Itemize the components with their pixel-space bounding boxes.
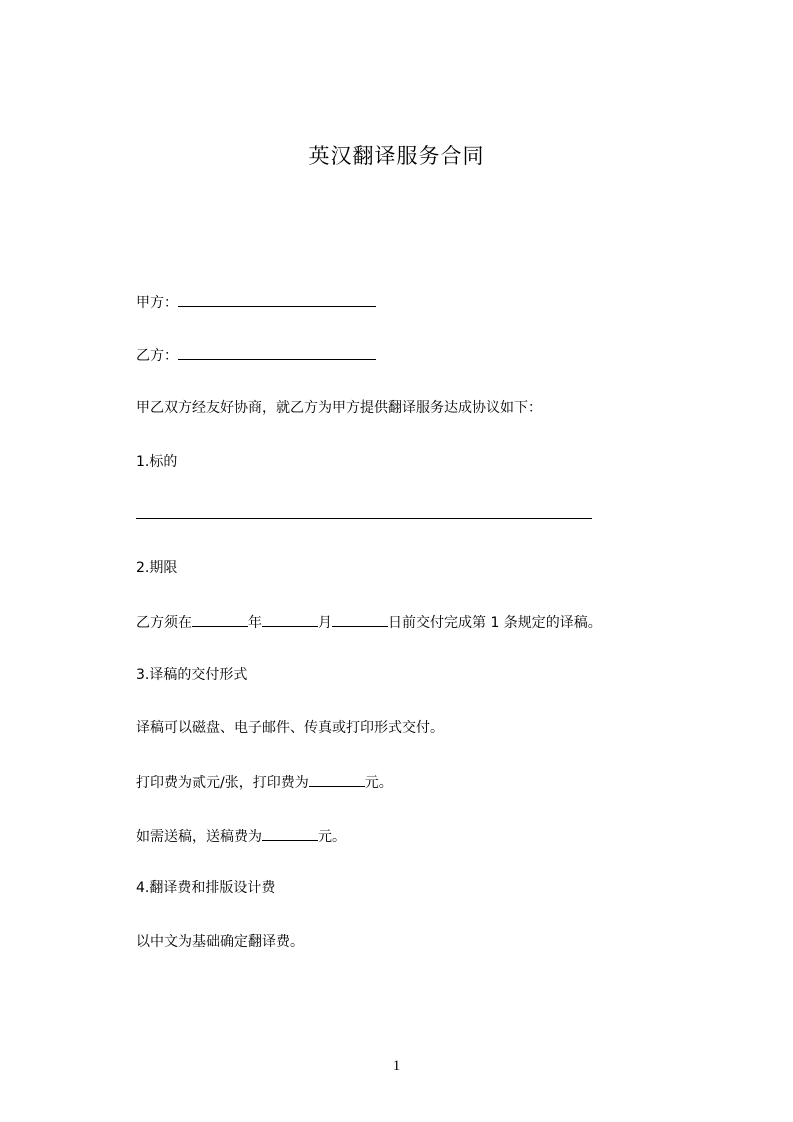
party-b-label: 乙方： [136, 348, 178, 364]
print-fee-blank [309, 771, 365, 787]
section-1-heading: 1.标的 [136, 454, 178, 470]
section-4-heading: 4.翻译费和排版设计费 [136, 880, 276, 896]
delivery-fee-suffix: 元。 [318, 829, 346, 845]
deadline-year-label: 年 [248, 615, 262, 631]
page-number: 1 [392, 1058, 401, 1074]
section-2-heading: 2.期限 [136, 560, 178, 576]
delivery-fee-blank [262, 825, 318, 841]
intro-paragraph: 甲乙双方经友好协商，就乙方为甲方提供翻译服务达成协议如下： [136, 400, 542, 416]
party-a-line [136, 291, 376, 313]
party-a-label: 甲方： [136, 295, 178, 311]
document-title: 英汉翻译服务合同 [308, 144, 485, 168]
print-fee-suffix: 元。 [364, 775, 393, 791]
print-fee-line [136, 771, 393, 793]
subject-blank-line [136, 518, 592, 519]
party-b-line [136, 344, 376, 366]
deadline-month-label: 月 [318, 615, 332, 631]
deadline-suffix: 日前交付完成第 1 条规定的译稿。 [388, 615, 602, 631]
deadline-year-blank [192, 611, 248, 627]
fee-basis-paragraph: 以中文为基础确定翻译费。 [136, 934, 304, 950]
delivery-methods-paragraph: 译稿可以磁盘、电子邮件、传真或打印形式交付。 [136, 720, 444, 736]
delivery-fee-line [136, 825, 346, 847]
deadline-prefix: 乙方须在 [136, 615, 192, 631]
party-b-blank [178, 344, 376, 360]
delivery-fee-prefix: 如需送稿，送稿费为 [136, 829, 262, 845]
party-a-blank [178, 291, 376, 307]
deadline-day-blank [332, 611, 388, 627]
deadline-month-blank [262, 611, 318, 627]
section-3-heading: 3.译稿的交付形式 [136, 667, 248, 683]
print-fee-prefix: 打印费为贰元/张，打印费为 [136, 775, 309, 791]
deadline-line [136, 611, 602, 633]
